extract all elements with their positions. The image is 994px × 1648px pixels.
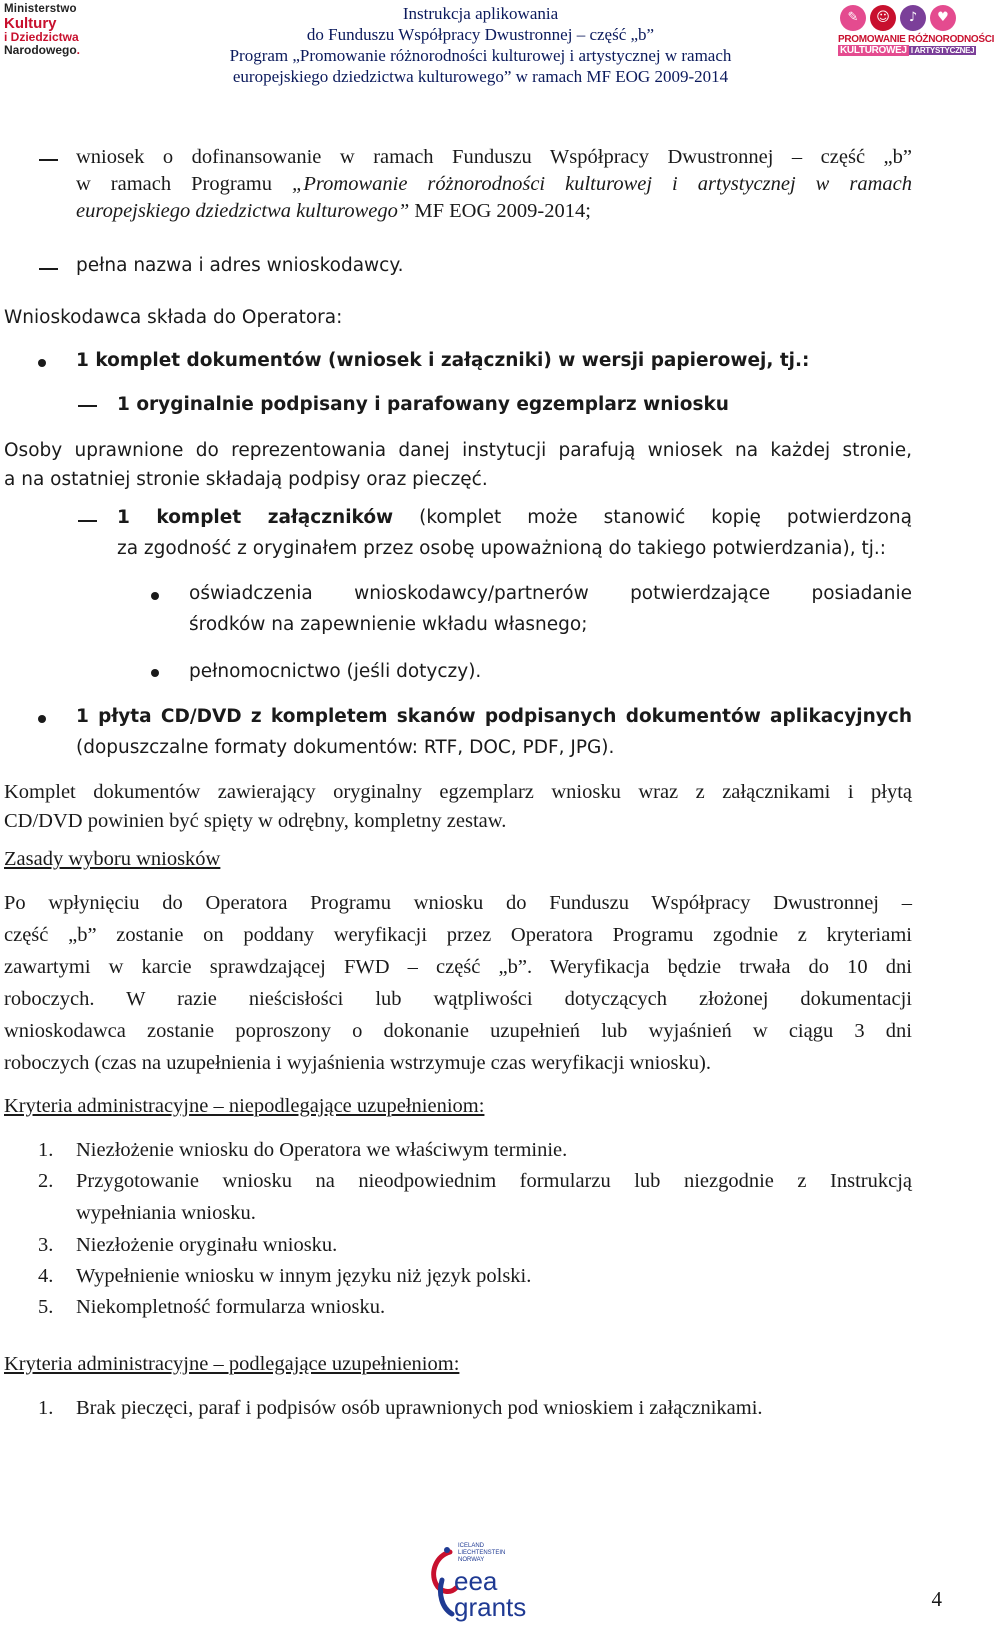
item-application-line-1: wniosek o dofinansowanie w ramach Funduszu Współpracy Dwustronnej – część „b” [76,146,912,168]
bound-set-line-2: CD/DVD powinien być spięty w odrębny, kompletny zestaw. [4,810,507,832]
declarations-line-2: środków na zapewnienie wkładu własnego; [189,614,588,635]
program-logo-icons [840,5,958,33]
criteria-no-item-continued: wypełniania wniosku. [76,1202,256,1224]
criteria-no-item: Niekompletność formularza wniosku. [76,1296,386,1318]
palette-icon: ✎ [840,5,866,31]
criteria-no-item: Przygotowanie wniosku na nieodpowiednim formularzu lub niezgodnie z Instrukcją [76,1170,912,1192]
bullet-marker [151,592,159,600]
note-icon: ♪ [900,5,926,31]
header-line-2: do Funduszu Współpracy Dwustronnej – część „b” [306,25,655,44]
dash-marker [39,268,58,270]
item-application-line-2: w ramach Programu „Promowanie różnorodności kulturowej i artystycznej w ramach [76,173,912,195]
svg-text:eea: eea [454,1566,498,1596]
page-number: 4 [931,1587,942,1611]
criteria-yes-item: Brak pieczęci, paraf i podpisów osób uprawnionych pod wnioskiem i załącznikami. [76,1397,763,1419]
dash-marker [39,159,58,161]
mask-icon: ☺ [870,5,896,31]
heart-icon: ♥ [930,5,956,31]
selection-para-line-1: Po wpłynięciu do Operatora Programu wniosku do Funduszu Współpracy Dwustronnej – [4,892,912,914]
ministry-logo: Ministerstwo Kultury i Dziedzictwa Narodowego. [4,3,81,57]
program-logo: ✎ ☺ ♪ ♥ PROMOWANIE RÓŻNORODNOŚCI KULTUROWEJ I ARTYSTYCZNEJ [838,3,960,63]
bullet-marker [38,359,46,367]
dash-marker [78,520,97,522]
cd-item-line-2: (dopuszczalne formaty dokumentów: RTF, DOC, PDF, JPG). [76,737,615,758]
criteria-no-supplement-heading: Kryteria administracyjne – niepodlegające uzupełnieniom: [4,1095,485,1117]
bullet-marker [38,715,46,723]
criteria-no-item: Niezłożenie oryginału wniosku. [76,1234,338,1256]
eea-grants-logo [428,1538,548,1643]
svg-text:NORWAY: NORWAY [458,1557,485,1563]
eea-grants-icon [428,1538,548,1643]
header-line-1: Instrukcja aplikowania [402,4,559,23]
criteria-no-item: Niezłożenie wniosku do Operatora we właściwym terminie. [76,1139,568,1161]
selection-para-line-4: roboczych. W razie nieścisłości lub wątpliwości dotyczących złożonej dokumentacji [4,988,912,1010]
bullet-marker [151,669,159,677]
selection-para-line-5: wnioskodawca zostanie poproszony o dokonanie uzupełnień lub wyjaśnień w ciągu 3 dni [4,1020,912,1042]
svg-text:grants: grants [454,1592,527,1622]
svg-text:LIECHTENSTEIN: LIECHTENSTEIN [458,1550,506,1556]
criteria-no-number: 5. [38,1296,54,1318]
original-copy-item: 1 oryginalnie podpisany i parafowany egzemplarz wniosku [117,394,729,415]
criteria-no-number: 4. [38,1265,54,1287]
selection-para-line-3: zawartymi w karcie sprawdzającej FWD – część „b”. Weryfikacja będzie trwała do 10 dni [4,956,912,978]
selection-para-line-2: część „b” zostanie on poddany weryfikacji przez Operatora Programu zgodnie z kryteriami [4,924,912,946]
svg-text:ICELAND: ICELAND [458,1543,485,1549]
authorized-persons-line-2: a na ostatniej stronie składają podpisy oraz pieczęć. [4,469,488,490]
power-of-attorney-item: pełnomocnictwo (jeśli dotyczy). [189,661,482,682]
criteria-yes-number: 1. [38,1397,54,1419]
declarations-line-1: oświadczenia wnioskodawcy/partnerów potwierdzające posiadanie [189,583,912,604]
criteria-no-number: 3. [38,1234,54,1256]
selection-heading: Zasady wyboru wniosków [4,848,221,870]
cd-item-line-1: 1 płyta CD/DVD z kompletem skanów podpisanych dokumentów aplikacyjnych [76,706,912,727]
bound-set-line-1: Komplet dokumentów zawierający oryginalny egzemplarz wniosku wraz z załącznikami i płytą [4,781,912,803]
operator-intro: Wnioskodawca składa do Operatora: [4,307,343,328]
page-header [0,0,994,95]
item-applicant-name: pełna nazwa i adres wnioskodawcy. [76,255,404,276]
header-title [168,3,793,87]
header-line-3: Program „Promowanie różnorodności kulturowej i artystycznej w ramach [229,46,732,65]
criteria-supplement-heading: Kryteria administracyjne – podlegające uzupełnieniom: [4,1353,460,1375]
criteria-no-number: 2. [38,1170,54,1192]
paper-set-item: 1 komplet dokumentów (wniosek i załączniki) w wersji papierowej, tj.: [76,350,810,371]
criteria-no-number: 1. [38,1139,54,1161]
attachments-line-2: za zgodność z oryginałem przez osobę upoważnioną do takiego potwierdzania), tj.: [117,538,886,559]
dash-marker [78,405,97,407]
attachments-line-1: 1 komplet załączników (komplet może stanowić kopię potwierdzoną [117,507,912,528]
criteria-no-item: Wypełnienie wniosku w innym języku niż język polski. [76,1265,532,1287]
item-application-line-3: europejskiego dziedzictwa kulturowego” MF EOG 2009-2014; [76,200,591,222]
authorized-persons-line-1: Osoby uprawnione do reprezentowania danej instytucji parafują wniosek na każdej stronie, [4,440,912,461]
selection-para-line-6: roboczych (czas na uzupełnienia i wyjaśnienia wstrzymuje czas weryfikacji wniosku). [4,1052,711,1074]
header-line-4: europejskiego dziedzictwa kulturowego” w ramach MF EOG 2009-2014 [232,67,729,86]
